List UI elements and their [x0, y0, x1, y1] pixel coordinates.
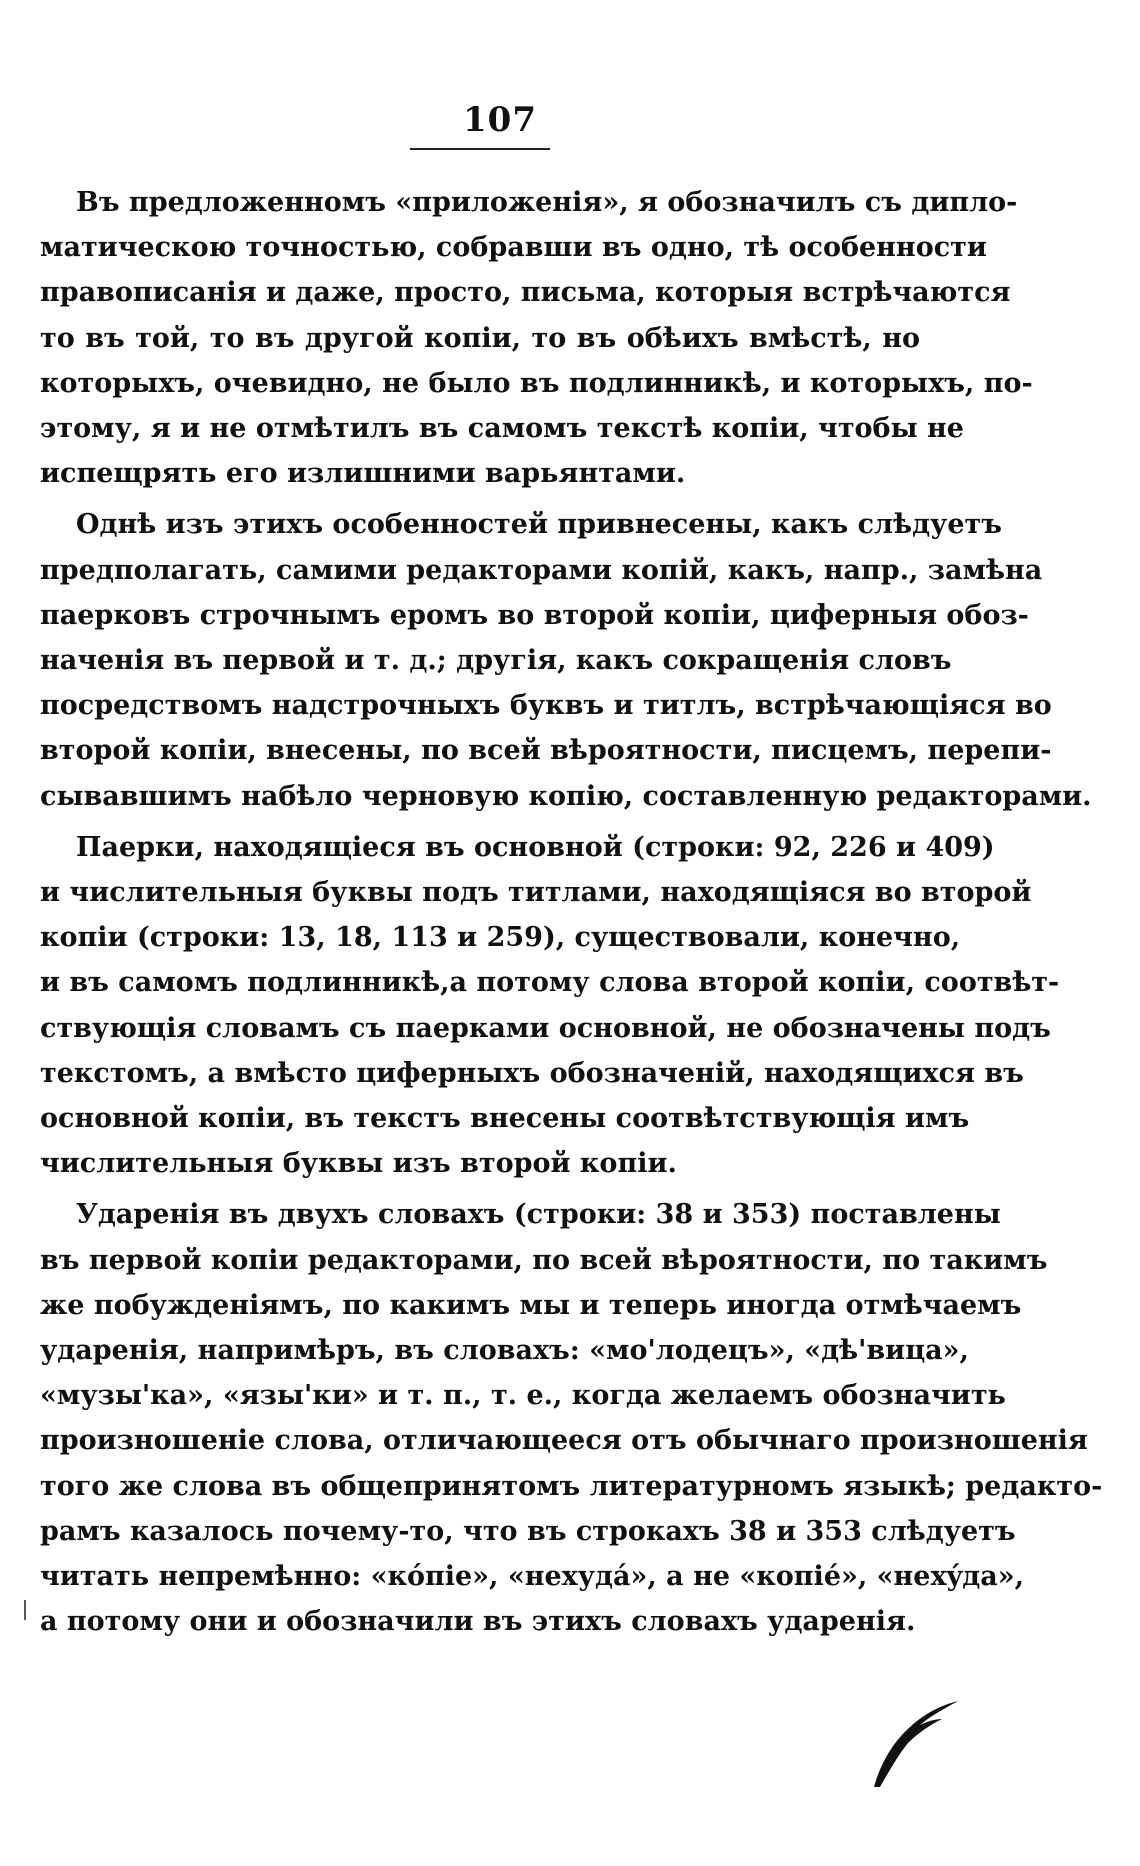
- text-line: Однѣ изъ этихъ особенностей привнесены, какъ слѣдуетъ: [76, 509, 1002, 541]
- page-number: 107: [463, 100, 537, 140]
- text-line: же побужденіямъ, по какимъ мы и теперь иногда отмѣчаемъ: [40, 1289, 1022, 1321]
- text-line: и числительныя буквы подъ титлами, находящіяся во второй: [40, 877, 1032, 909]
- text-line: предполагать, самими редакторами копій, какъ, напр., замѣна: [40, 554, 1043, 586]
- text-line: рамъ казалось почему-то, что въ строкахъ 38 и 353 слѣдуетъ: [40, 1515, 1016, 1547]
- text-line: числительныя буквы изъ второй копіи.: [40, 1148, 677, 1180]
- text-line: основной копіи, въ текстъ внесены соотвѣтствующія имъ: [40, 1103, 970, 1135]
- page-number-rule: [410, 148, 550, 150]
- text-line: этому, я и не отмѣтилъ въ самомъ текстѣ копіи, чтобы не: [40, 413, 964, 445]
- body-text: [40, 180, 1103, 1651]
- text-line: правописанія и даже, просто, письма, которыя встрѣчаются: [40, 277, 1011, 309]
- text-line: Паерки, находящіеся въ основной (строки: 92, 226 и 409): [76, 831, 995, 863]
- text-line: а потому они и обозначили въ этихъ словахъ ударенія.: [40, 1606, 916, 1638]
- text-line: Ударенія въ двухъ словахъ (строки: 38 и 353) поставлены: [76, 1199, 1001, 1231]
- text-line: произношеніе слова, отличающееся отъ обычнаго произношенія: [40, 1425, 1088, 1457]
- paragraph: [40, 180, 1033, 496]
- text-line: то въ той, то въ другой копіи, то въ обѣихъ вмѣстѣ, но: [40, 322, 920, 354]
- paragraph: [40, 1192, 1103, 1644]
- paragraph: [40, 825, 1060, 1187]
- text-line: второй копіи, внесены, по всей вѣроятности, писцемъ, перепи-: [40, 735, 1052, 767]
- text-line: того же слова въ общепринятомъ литературномъ языкѣ; редакто-: [40, 1470, 1103, 1502]
- text-line: наченія въ первой и т. д.; другія, какъ сокращенія словъ: [40, 645, 952, 677]
- text-line: ударенія, напримѣръ, въ словахъ: «мо'лодецъ», «дѣ'вица»,: [40, 1335, 969, 1367]
- text-line: текстомъ, а вмѣсто циферныхъ обозначеній, находящихся въ: [40, 1057, 1024, 1089]
- text-line: Въ предложенномъ «приложенія», я обозначилъ съ дипло-: [76, 187, 1018, 218]
- text-line: посредствомъ надстрочныхъ буквъ и титлъ, встрѣчающіяся во: [40, 690, 1052, 722]
- margin-mark: [24, 1600, 26, 1620]
- text-line: испещрять его излишними варьянтами.: [40, 458, 686, 490]
- text-line: сывавшимъ набѣло черновую копію, составленную редакторами.: [40, 780, 1092, 812]
- quill-ornament-icon: [870, 1695, 960, 1790]
- text-line: и въ самомъ подлинникѣ,а потому слова второй копіи, соотвѣт-: [40, 967, 1060, 999]
- text-line: которыхъ, очевидно, не было въ подлинникѣ, и которыхъ, по-: [40, 367, 1033, 399]
- text-line: паерковъ строчнымъ еромъ во второй копіи, циферныя обоз-: [40, 599, 1029, 631]
- text-line: «музы'ка», «язы'ки» и т. п., т. е., когда желаемъ обозначить: [40, 1380, 1006, 1412]
- paragraph: [40, 502, 1092, 818]
- text-line: ствующія словамъ съ паерками основной, не обозначены подъ: [40, 1012, 1051, 1044]
- text-line: въ первой копіи редакторами, по всей вѣроятности, по такимъ: [40, 1244, 1048, 1276]
- text-line: читать непремѣнно: «ко́піе», «нехудá», а не «копіé», «нехýда»,: [40, 1561, 1025, 1593]
- text-line: матическою точностью, собравши въ одно, тѣ особенности: [40, 232, 987, 264]
- text-line: копіи (строки: 13, 18, 113 и 259), существовали, конечно,: [40, 922, 961, 954]
